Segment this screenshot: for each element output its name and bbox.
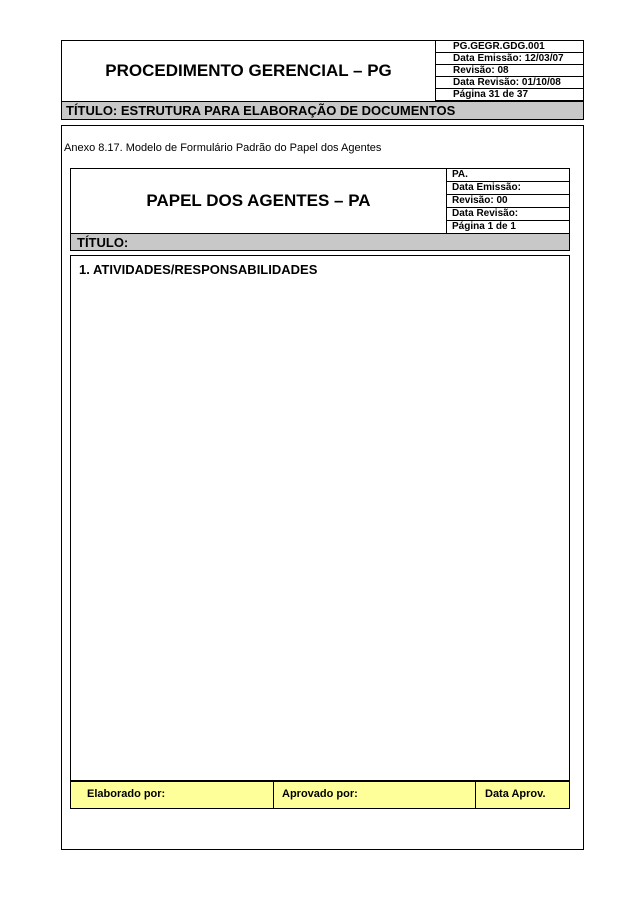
- form-code: PA.: [446, 168, 570, 182]
- doc-code: PG.GEGR.GDG.001: [435, 40, 584, 53]
- elaborated-by-field: Elaborado por:: [70, 781, 274, 809]
- doc-revision-date: Data Revisão: 01/10/08: [435, 76, 584, 89]
- approved-by-field: Aprovado por:: [273, 781, 476, 809]
- form-page-number: Página 1 de 1: [446, 220, 570, 234]
- form-title: PAPEL DOS AGENTES – PA: [146, 191, 371, 210]
- form-revision: Revisão: 00: [446, 194, 570, 208]
- form-issue-date: Data Emissão:: [446, 181, 570, 195]
- doc-issue-date: Data Emissão: 12/03/07: [435, 52, 584, 65]
- approval-date-field: Data Aprov.: [475, 781, 570, 809]
- document-title: PROCEDIMENTO GERENCIAL – PG: [105, 61, 392, 80]
- doc-page-number: Página 31 de 37: [435, 88, 584, 101]
- document-title-bar: TÍTULO: ESTRUTURA PARA ELABORAÇÃO DE DOCUMENTOS: [61, 101, 584, 120]
- activities-section-label: 1. ATIVIDADES/RESPONSABILIDADES: [79, 262, 318, 277]
- doc-revision: Revisão: 08: [435, 64, 584, 77]
- annex-caption: Anexo 8.17. Modelo de Formulário Padrão do Papel dos Agentes: [64, 142, 382, 154]
- form-revision-date: Data Revisão:: [446, 207, 570, 221]
- form-title-label: TÍTULO:: [70, 233, 570, 251]
- activities-box: [70, 255, 570, 781]
